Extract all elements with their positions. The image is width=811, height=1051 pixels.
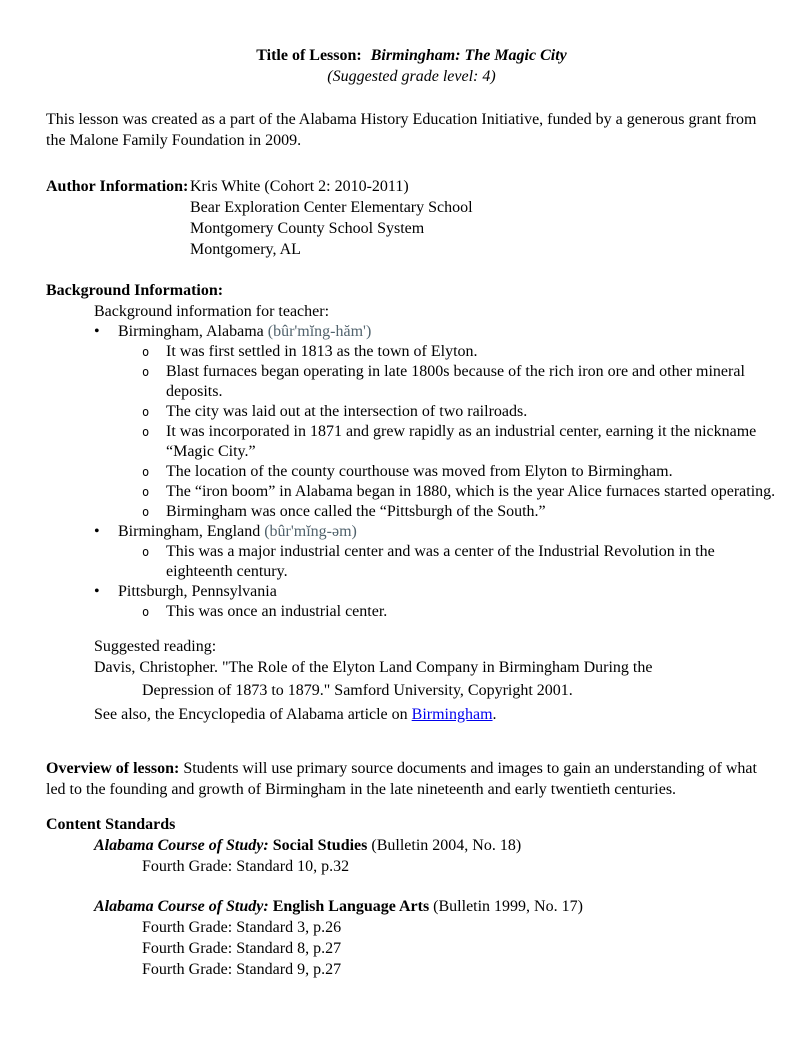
circle-bullet-icon: o xyxy=(142,505,150,519)
author-line: Montgomery, AL xyxy=(190,241,301,258)
author-block xyxy=(46,176,777,260)
overview-paragraph xyxy=(46,758,777,800)
list-item xyxy=(142,482,777,502)
list-item xyxy=(142,542,777,582)
course-subject: English Language Arts xyxy=(268,898,430,915)
list-item-text xyxy=(118,322,777,342)
list-item xyxy=(142,502,777,522)
background-list xyxy=(46,322,777,622)
circle-bullet-icon: o xyxy=(142,605,150,619)
circle-bullet-icon: o xyxy=(142,465,150,479)
title-value: Birmingham: The Magic City xyxy=(370,47,567,64)
course-of-study-label: Alabama Course of Study: xyxy=(94,837,269,854)
list-item-text: Blast furnaces began operating in late 1800s because of the rich iron ore and other mineral deposits. xyxy=(166,363,745,400)
list-item-text xyxy=(118,522,777,542)
pronunciation-text: (bûr'mĭng-hăm') xyxy=(267,323,372,340)
list-item xyxy=(142,402,777,422)
standards-group xyxy=(46,835,777,877)
list-item-text: This was once an industrial center. xyxy=(166,603,388,620)
standards-course-line xyxy=(94,835,777,856)
circle-bullet-icon: o xyxy=(142,345,150,359)
pronunciation-text: (bûr'mĭng-əm) xyxy=(264,523,357,540)
standard-item: Fourth Grade: Standard 8, p.27 xyxy=(142,940,342,957)
standard-item: Fourth Grade: Standard 3, p.26 xyxy=(142,919,342,936)
standard-item: Fourth Grade: Standard 10, p.32 xyxy=(142,858,350,875)
bullet-icon: • xyxy=(94,323,100,340)
circle-bullet-icon: o xyxy=(142,545,150,559)
list-item xyxy=(94,582,777,602)
list-item xyxy=(142,342,777,362)
overview-text: Students will use primary source documents and images to gain an understanding of what led to the founding and growth of Birmingham in the late nineteenth and early twentieth centuries. xyxy=(46,760,757,798)
author-line: Bear Exploration Center Elementary School xyxy=(190,199,473,216)
circle-bullet-icon: o xyxy=(142,365,150,379)
list-item xyxy=(142,602,777,622)
circle-bullet-icon: o xyxy=(142,405,150,419)
course-subject: Social Studies xyxy=(268,837,368,854)
place-name: Pittsburgh, Pennsylvania xyxy=(118,583,277,600)
page-title xyxy=(46,45,777,66)
list-item-text xyxy=(118,582,777,602)
standard-item: Fourth Grade: Standard 9, p.27 xyxy=(142,961,342,978)
background-heading: Background Information: xyxy=(46,282,224,299)
list-item-text: The “iron boom” in Alabama began in 1880, which is the year Alice furnaces started operating. xyxy=(166,483,776,500)
author-name: Kris White (Cohort 2: 2010-2011) xyxy=(190,178,409,195)
list-item xyxy=(142,362,777,402)
list-item-text: The location of the county courthouse was moved from Elyton to Birmingham. xyxy=(166,463,673,480)
background-subheading: Background information for teacher: xyxy=(94,303,330,320)
course-bulletin: (Bulletin 2004, No. 18) xyxy=(367,837,522,854)
list-item-text: It was incorporated in 1871 and grew rapidly as an industrial center, earning it the nickname “Magic City.” xyxy=(166,423,757,460)
standards-course-line xyxy=(94,896,777,917)
see-also-line xyxy=(94,704,777,725)
place-name: Birmingham, Alabama xyxy=(118,323,268,340)
overview-label: Overview of lesson: xyxy=(46,760,180,777)
birmingham-link[interactable]: Birmingham xyxy=(411,706,493,723)
citation-line-1: Davis, Christopher. "The Role of the Elyton Land Company in Birmingham During the xyxy=(94,659,653,676)
see-also-prefix: See also, the Encyclopedia of Alabama article on xyxy=(94,706,412,723)
author-line: Montgomery County School System xyxy=(190,220,425,237)
list-item xyxy=(142,422,777,462)
content-standards-heading: Content Standards xyxy=(46,816,176,833)
see-also-suffix: . xyxy=(492,706,497,723)
circle-bullet-icon: o xyxy=(142,425,150,439)
list-item-text: Birmingham was once called the “Pittsburgh of the South.” xyxy=(166,503,546,520)
circle-bullet-icon: o xyxy=(142,485,150,499)
bullet-icon: • xyxy=(94,523,100,540)
bullet-icon: • xyxy=(94,583,100,600)
place-name: Birmingham, England xyxy=(118,523,265,540)
subtitle: (Suggested grade level: 4) xyxy=(327,68,496,85)
citation-line-2: Depression of 1873 to 1879." Samford University, Copyright 2001. xyxy=(142,682,573,699)
list-item xyxy=(94,522,777,542)
list-item-text: The city was laid out at the intersection of two railroads. xyxy=(166,403,528,420)
course-of-study-label: Alabama Course of Study: xyxy=(94,898,269,915)
title-block xyxy=(46,45,777,87)
list-item xyxy=(142,462,777,482)
author-label: Author Information: xyxy=(46,178,189,195)
intro-paragraph: This lesson was created as a part of the Alabama History Education Initiative, funded by a generous grant from the Malone Family Foundation in 2009. xyxy=(46,111,757,149)
standards-group xyxy=(46,896,777,980)
list-item-text: It was first settled in 1813 as the town of Elyton. xyxy=(166,343,478,360)
list-item xyxy=(94,322,777,342)
title-label: Title of Lesson: xyxy=(256,47,362,64)
list-item-text: This was a major industrial center and was a center of the Industrial Revolution in the eighteenth century. xyxy=(166,543,715,580)
course-bulletin: (Bulletin 1999, No. 17) xyxy=(429,898,583,915)
suggested-reading-label: Suggested reading: xyxy=(94,638,217,655)
author-row xyxy=(46,176,777,197)
